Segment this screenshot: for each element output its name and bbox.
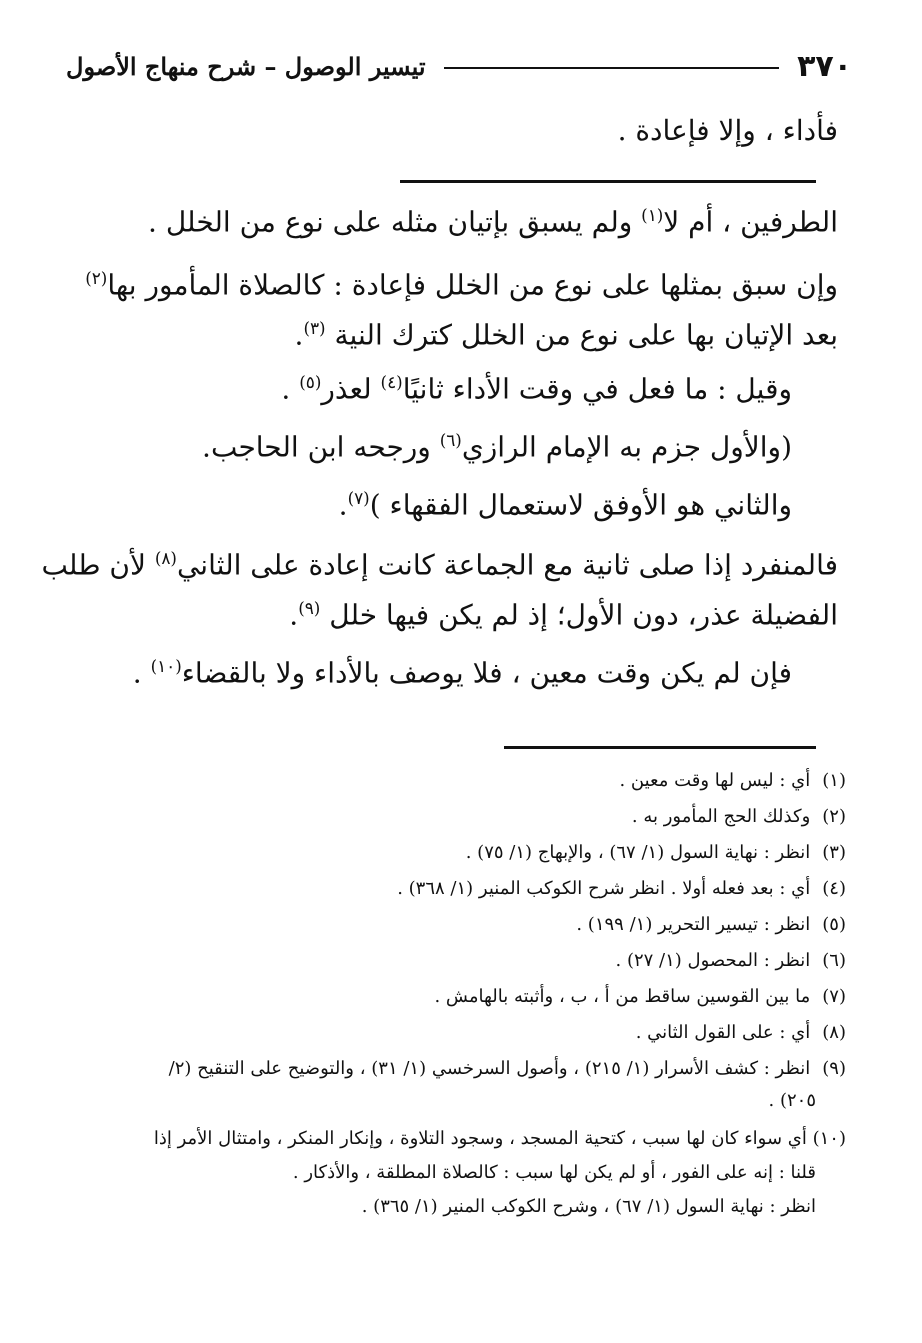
footnote-ref-4[interactable]: (٤) <box>380 372 403 392</box>
text-line-4: بعد الإتيان بها على نوع من الخلل كترك النية $^{(٣)}$. <box>294 318 838 352</box>
page-header <box>66 46 852 86</box>
text-line-10: فإن لم يكن وقت معين ، فلا يوصف بالأداء ولا بالقضاء$^{(١٠)}$ . <box>132 656 792 690</box>
text-line-8: فالمنفرد إذا صلى ثانية مع الجماعة كانت إعادة على الثاني$^{(٨)}$ لأن طلب <box>41 548 838 582</box>
text-line-3: وإن سبق بمثلها على نوع من الخلل فإعادة : كالصلاة المأمور بها$^{(٢)}$ <box>85 268 838 302</box>
footnote-ref-10[interactable]: (١٠) <box>150 656 182 676</box>
text-line-2: الطرفين ، أم لا$^{(١)}$ ولم يسبق بإتيان مثله على نوع من الخلل . <box>148 205 838 239</box>
footnote-ref-9[interactable]: (٩) <box>298 598 321 618</box>
running-title: تيسير الوصول – شرح منهاج الأصول <box>66 51 426 81</box>
section-divider <box>400 180 816 183</box>
page-number: ٣٧٠ <box>797 48 852 84</box>
footnote-ref-6[interactable]: (٦) <box>439 430 462 450</box>
text-line-5: وقيل : ما فعل في وقت الأداء ثانيًا$^{(٤)}$ لعذر$^{(٥)}$ . <box>281 372 792 406</box>
footnote-ref-1[interactable]: (١) <box>641 205 664 225</box>
footnote-4: (٤) أي : بعد فعله أولا . انظر شرح الكوكب المنير (١/ ٣٦٨) . <box>397 878 846 899</box>
text-line-7: والثاني هو الأوفق لاستعمال الفقهاء )$^{(٧)}$. <box>338 488 792 522</box>
footnote-9: (٩) انظر : كشف الأسرار (١/ ٢١٥) ، وأصول السرخسي (١/ ٣١) ، والتوضيح على التنقيح (٢/ <box>168 1058 846 1079</box>
footnote-9-continuation: ٢٠٥) . <box>768 1090 816 1111</box>
text-line-6: (والأول جزم به الإمام الرازي$^{(٦)}$ ورجحه ابن الحاجب. <box>202 430 792 464</box>
text-line-1: فأداء ، وإلا فإعادة . <box>617 114 838 147</box>
footnote-ref-5[interactable]: (٥) <box>299 372 322 392</box>
footnote-7: (٧) ما بين القوسين ساقط من أ ، ب ، وأثبته بالهامش . <box>434 986 846 1007</box>
footnote-3: (٣) انظر : نهاية السول (١/ ٦٧) ، والإبهاج (١/ ٧٥) . <box>465 842 846 863</box>
footnote-2: (٢) وكذلك الحج المأمور به . <box>631 806 846 827</box>
footnote-8: (٨) أي : على القول الثاني . <box>635 1022 846 1043</box>
footnote-ref-7[interactable]: (٧) <box>347 488 370 508</box>
footnote-separator <box>504 746 816 749</box>
footnote-1: (١) أي : ليس لها وقت معين . <box>619 770 846 791</box>
footnote-ref-8[interactable]: (٨) <box>154 548 177 568</box>
footnote-5: (٥) انظر : تيسير التحرير (١/ ١٩٩) . <box>576 914 846 935</box>
footnote-ref-3[interactable]: (٣) <box>303 318 326 338</box>
footnote-10-continuation: قلنا : إنه على الفور ، أو لم يكن لها سبب : كالصلاة المطلقة ، والأذكار . <box>292 1162 816 1183</box>
header-rule <box>444 67 779 69</box>
text-line-9: الفضيلة عذر، دون الأول؛ إذ لم يكن فيها خلل $^{(٩)}$. <box>289 598 838 632</box>
footnote-6: (٦) انظر : المحصول (١/ ٢٧) . <box>615 950 846 971</box>
footnote-ref-2[interactable]: (٢) <box>85 268 108 288</box>
footnote-10-continuation-2: انظر : نهاية السول (١/ ٦٧) ، وشرح الكوكب المنير (١/ ٣٦٥) . <box>361 1196 816 1217</box>
footnote-10: (١٠) أي سواء كان لها سبب ، كتحية المسجد ، وسجود التلاوة ، وإنكار المنكر ، وامتثال الأمر إذا <box>153 1128 846 1149</box>
